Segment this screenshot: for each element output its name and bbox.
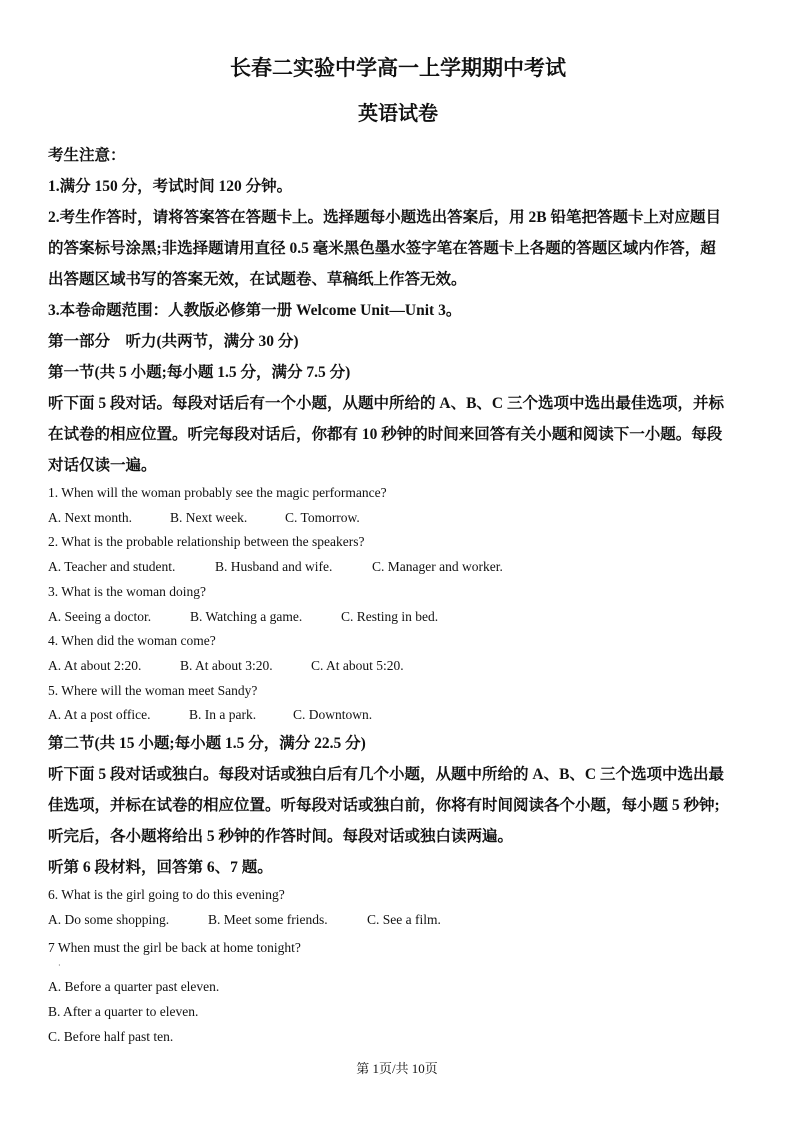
question-text: 4. When did the woman come? (48, 633, 216, 649)
question-options (48, 703, 748, 728)
page-number: 第 1页/共 10页 (356, 1061, 438, 1076)
material-6-heading: 听第 6 段材料，回答第 6、7 题。 (48, 859, 273, 877)
section2-instructions-line-2: 佳选项，并标在试卷的相应位置。听每段对话或独白前，你将有时间阅读各个小题，每小题 5 秒钟; (48, 797, 720, 815)
question-4 (48, 629, 748, 678)
question-5 (48, 679, 748, 728)
section2-heading: 第二节(共 15 小题;每小题 1.5 分，满分 22.5 分) (48, 735, 366, 753)
option-c: C. At about 5:20. (311, 657, 404, 673)
section2-instructions-line-1: 听下面 5 段对话或独白。每段对话或独白后有几个小题，从题中所给的 A、B、C 三个选项中选出最 (48, 766, 724, 784)
question-6 (48, 883, 748, 932)
option-a: A. Before a quarter past eleven. (48, 979, 220, 995)
option-b: B. After a quarter to eleven. (48, 1003, 199, 1019)
question-2 (48, 530, 748, 579)
section1-heading: 第一节(共 5 小题;每小题 1.5 分，满分 7.5 分) (48, 364, 351, 381)
exam-title: 长春二实验中学高一上学期期中考试 (230, 56, 566, 80)
notice-heading: 考生注意： (48, 147, 126, 164)
option-c: C. Downtown. (293, 707, 373, 723)
stray-dot: · (58, 961, 61, 971)
option-a: A. Teacher and student. (48, 559, 176, 575)
option-a: A. At about 2:20. (48, 657, 142, 673)
question-text: 5. Where will the woman meet Sandy? (48, 682, 258, 698)
notice-item-3: 3.本卷命题范围：人教版必修第一册 Welcome Unit—Unit 3。 (48, 302, 462, 319)
notice-item-2-line-3: 出答题区域书写的答案无效，在试题卷、草稿纸上作答无效。 (48, 271, 467, 288)
option-b: B. Next week. (170, 509, 248, 525)
notice-item-2-line-2: 的答案标号涂黑;非选择题请用直径 0.5 毫米黑色墨水签字笔在答题卡上各题的答题区域内作答，超 (48, 240, 716, 257)
option-c: C. See a film. (367, 911, 441, 927)
question-text: 2. What is the probable relationship between the speakers? (48, 534, 365, 550)
option-b: B. At about 3:20. (180, 657, 273, 673)
question-1 (48, 481, 748, 530)
notice-item-2-line-1: 2.考生作答时，请将答案答在答题卡上。选择题每小题选出答案后，用 2B 铅笔把答题卡上对应题目 (48, 209, 721, 226)
question-options (48, 654, 748, 679)
section1-instructions-line-3: 对话仅读一遍。 (48, 457, 157, 474)
question-options (48, 908, 748, 933)
part1-heading: 第一部分 听力(共两节，满分 30 分) (48, 333, 299, 350)
question-text: 1. When will the woman probably see the magic performance? (48, 485, 387, 500)
section1-instructions-line-2: 在试卷的相应位置。听完每段对话后，你都有 10 秒钟的时间来回答有关小题和阅读下一小题。每段 (48, 426, 723, 443)
question-3 (48, 580, 748, 629)
option-b: B. Meet some friends. (208, 911, 328, 927)
exam-subtitle: 英语试卷 (358, 103, 438, 125)
question-options (48, 506, 748, 531)
option-b: B. In a park. (189, 707, 257, 723)
option-c: C. Manager and worker. (372, 559, 503, 575)
question-options (48, 555, 748, 580)
option-a: A. Next month. (48, 509, 132, 525)
option-c: C. Before half past ten. (48, 1028, 174, 1044)
question-text: 6. What is the girl going to do this evening? (48, 887, 285, 903)
exam-page (48, 52, 748, 1049)
section1-instructions-line-1: 听下面 5 段对话。每段对话后有一个小题，从题中所给的 A、B、C 三个选项中选出最佳选项，并标 (48, 395, 724, 412)
section2-instructions-line-3: 听完后，各小题将给出 5 秒钟的作答时间。每段对话或独白读两遍。 (48, 828, 514, 846)
option-a: A. Seeing a doctor. (48, 608, 152, 624)
question-options (48, 605, 748, 630)
option-a: A. At a post office. (48, 707, 151, 723)
notice-item-1: 1.满分 150 分，考试时间 120 分钟。 (48, 178, 293, 195)
question-7 (48, 936, 748, 1049)
option-b: B. Husband and wife. (215, 559, 333, 575)
option-a: A. Do some shopping. (48, 911, 170, 927)
option-b: B. Watching a game. (190, 608, 303, 624)
option-c: C. Resting in bed. (341, 608, 439, 624)
option-c: C. Tomorrow. (285, 509, 360, 525)
question-text: 3. What is the woman doing? (48, 583, 206, 599)
question-text: 7 When must the girl be back at home tonight? (48, 940, 301, 956)
